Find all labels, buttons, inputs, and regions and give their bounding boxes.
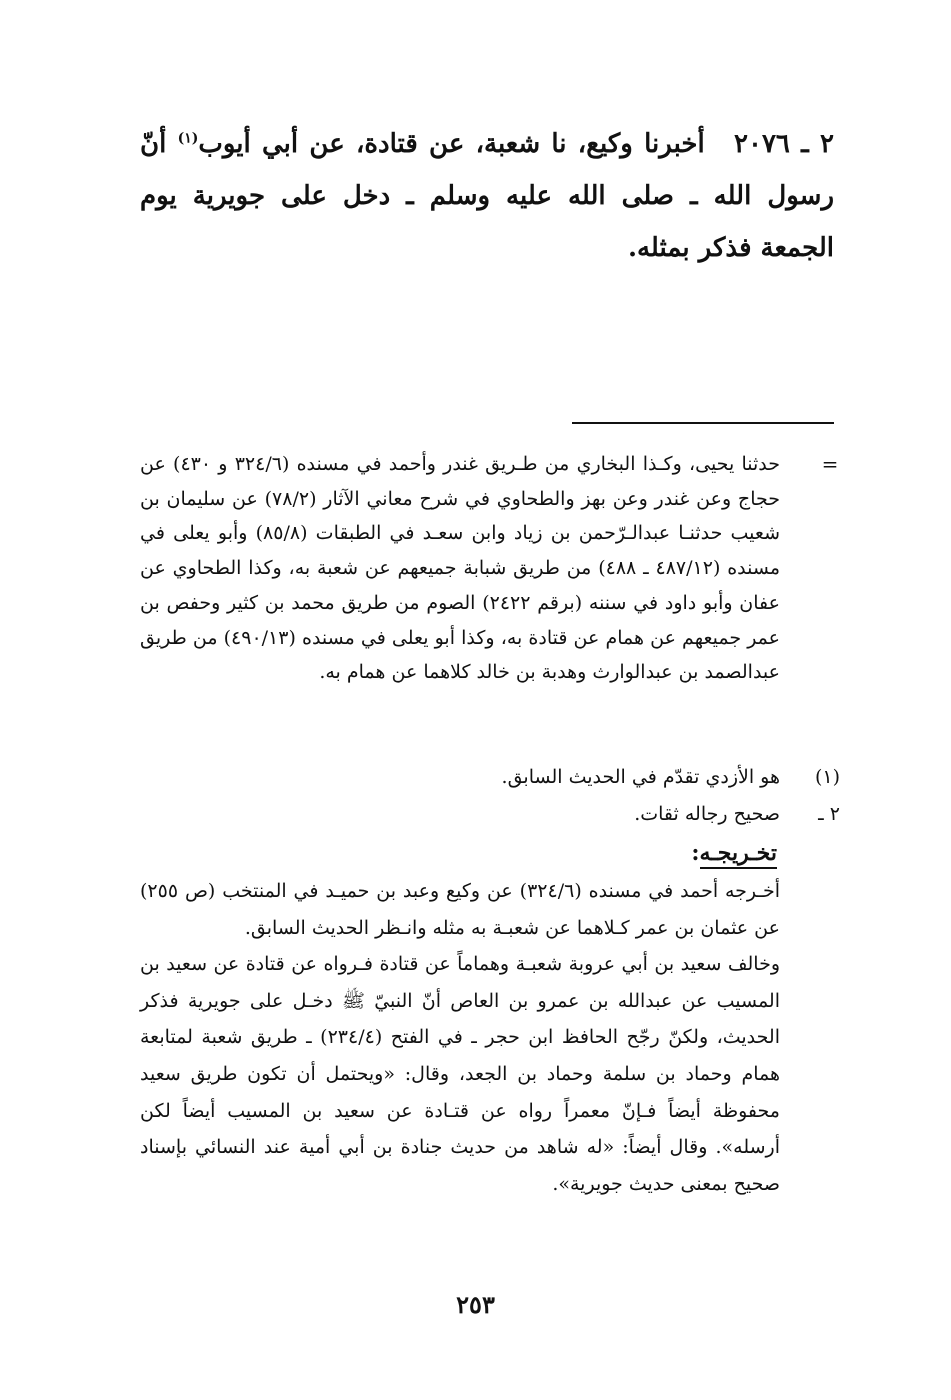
page-number: ٢٥٣ <box>456 1290 495 1319</box>
hadith-text-part2: أنّ رسول الله ـ صلى الله عليه وسلم ـ دخل على جويرية يوم الجمعة فذكر بمثله. <box>140 129 834 263</box>
grade-marker: ٢ ـ <box>818 803 840 825</box>
takhrij-heading-label: تخـريجـه <box>700 840 777 869</box>
footnote-1 <box>140 760 840 795</box>
hadith-text-part1: أخبرنا وكيع، نا شعبة، عن قتادة، عن أبي أيوب <box>198 129 705 159</box>
takhrij-paragraph-2: وخالف سعيد بن أبي عروبة شعبـة وهماماً عن قتادة فـرواه عن قتادة عن سعيد بن المسيب عن عبدالله بن عمرو بن العاص أنّ النبيّ ﷺ دخـل على جويرية فذكر الحديث، ولكنّ رجّح الحافظ ابن حجر ـ في الفتح (٢٣٤/٤) ـ طريق شعبة لمتابعة همام وحماد بن سلمة وحماد بن الجعد، وقال: «ويحتمل أن تكون طريق سعيد محفوظة أيضاً فـإنّ معمراً رواه عن قتـادة عن سعيد بن المسيب أيضاً لكن أرسله». وقال أيضاً: «له شاهد من حديث جنادة بن أبي أمية عند النسائي بإسناد صحيح بمعنى حديث جويرية». <box>140 953 780 1195</box>
hadith-number: ٢ ـ ٢٠٧٦ <box>734 129 834 159</box>
takhrij-heading <box>691 836 777 870</box>
footnote-continuation: حدثنا يحيى، وكـذا البخاري من طـريق غندر وأحمد في مسنده (٣٢٤/٦ و ٤٣٠) عن حجاج وعن غندر وعن بهز والطحاوي في شرح معاني الآثار (٧٨/٢) عن سليمان بن شعيب حدثنـا عبدالـرّحمن بن زياد وابن سعـد في الطبقات (٨٥/٨) وأبو يعلى في مسنده (٤٨٧/١٢ ـ ٤٨٨) من طريق شبابة جميعهم عن شعبة به، وكذا الطحاوي عن عفان وأبو داود في سننه (برقم ٢٤٢٢) الصوم من طريق محمد بن كثير وحفص بن عمر جميعهم عن همام عن قتادة به، وكذا أبو يعلى في مسنده (٤٩٠/١٣) من طريق عبدالصمد بن عبدالوارث وهدبة بن خالد كلاهما عن همام به. <box>140 453 781 684</box>
continuation-mark: = <box>821 452 839 476</box>
main-hadith <box>140 118 834 274</box>
footnote-1-text: هو الأزدي تقدّم في الحديث السابق. <box>501 766 780 788</box>
takhrij-body <box>140 873 780 1202</box>
takhrij-heading-colon: : <box>691 840 700 866</box>
takhrij-paragraph-1: أخـرجه أحمد في مسنده (٣٢٤/٦) عن وكيع وعبد بن حميـد في المنتخب (ص ٢٥٥) عن عثمان بن عمر كـلاهما عن شعبـة به مثله وانـظر الحديث السابق. <box>140 880 780 939</box>
footnote-ref: (١) <box>177 130 199 147</box>
grade-text: صحيح رجاله ثقات. <box>634 803 780 825</box>
grade-note <box>140 797 840 832</box>
footnote-separator <box>572 422 834 424</box>
footnote-1-marker: (١) <box>814 766 840 788</box>
